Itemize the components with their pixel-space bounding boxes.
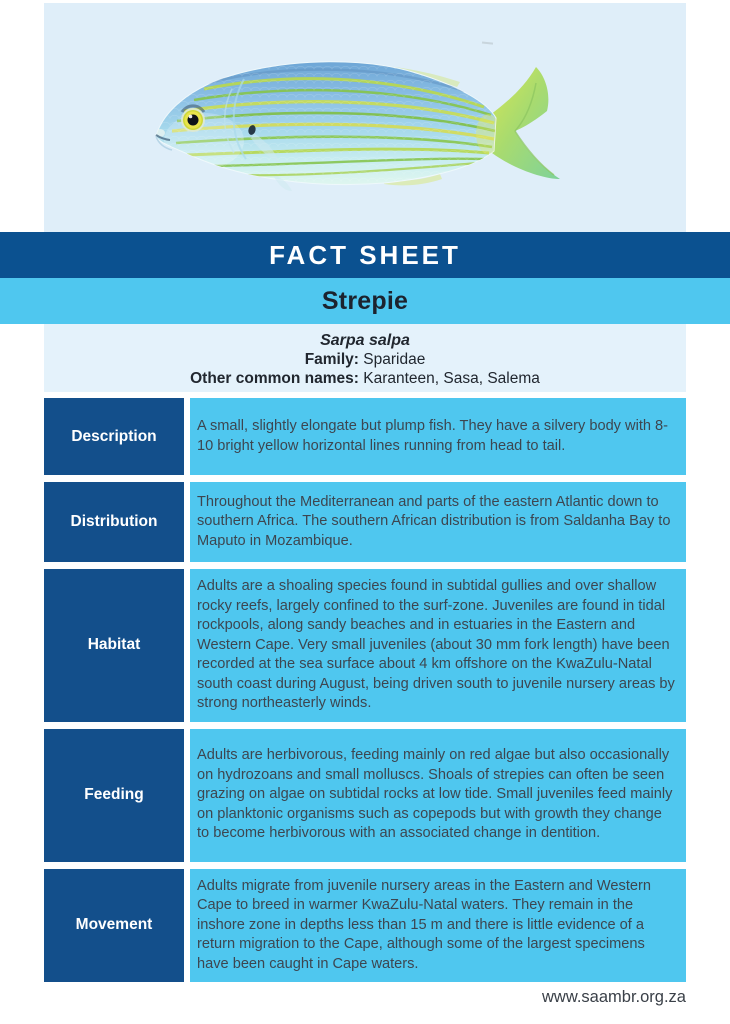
family-value: Sparidae — [363, 351, 426, 368]
family-line — [44, 350, 686, 369]
row-label: Habitat — [44, 569, 184, 722]
fish-eye — [181, 106, 205, 132]
row-label: Distribution — [44, 482, 184, 562]
species-common-name: Strepie — [321, 286, 409, 315]
photo-artifact-dash — [482, 41, 493, 44]
fact-sheet-title: FACT SHEET — [269, 239, 461, 270]
taxonomy-panel — [44, 324, 686, 392]
fact-sheet-banner — [0, 232, 730, 278]
row-content — [190, 398, 686, 475]
row-text: Adults are herbivorous, feeding mainly on red algae but also occasionally on hydrozoans and small molluscs. Shoals of strepies can often be seen grazing on algae on subtidal rocks at low tide. Small juveniles feed mainly on planktonic organisms such as copepods but with growth they change to become herbivorous with an associated change in dentition. — [197, 747, 673, 842]
species-name-band — [0, 278, 730, 324]
scientific-name: Sarpa salpa — [320, 332, 410, 349]
fact-table — [44, 398, 686, 982]
row-label: Description — [44, 398, 184, 475]
row-text: Adults migrate from juvenile nursery areas in the Eastern and Western Cape to breed in warmer KwaZulu-Natal waters. They remain in the inshore zone in depths less than 15 m and there is little evidence of a return migration to the Cape, although some of the largest specimens have been caught in Cape waters. — [197, 877, 651, 972]
fish-photo — [44, 3, 686, 232]
fact-row-habitat — [44, 569, 686, 722]
fact-row-description — [44, 398, 686, 475]
fact-row-feeding — [44, 729, 686, 862]
fact-row-distribution — [44, 482, 686, 562]
row-text: A small, slightly elongate but plump fish. They have a silvery body with 8-10 bright yellow horizontal lines running from head to tail. — [197, 418, 669, 454]
website-link[interactable]: www.saambr.org.za — [542, 988, 686, 1006]
row-content — [190, 569, 686, 722]
row-content — [190, 482, 686, 562]
fact-row-movement — [44, 869, 686, 983]
footer — [44, 988, 686, 1007]
fish-photo-panel — [44, 3, 686, 232]
other-names-label: Other common names: — [190, 370, 359, 387]
row-label: Movement — [44, 869, 184, 983]
row-content — [190, 729, 686, 862]
row-label: Feeding — [44, 729, 184, 862]
other-names-line — [44, 369, 686, 388]
row-text: Adults are a shoaling species found in subtidal gullies and over shallow rocky reefs, largely confined to the surf-zone. Juveniles are found in tidal rockpools, along sandy beaches and in estuaries in the Eastern and Western Cape. Very small juveniles (about 30 mm fork length) have been recorded at the sea surface about 4 km offshore on the KwaZulu-Natal south coast during August, being driven south to juvenile nursery areas by strong northeasterly winds. — [197, 578, 675, 711]
other-names-value: Karanteen, Sasa, Salema — [363, 370, 540, 387]
row-text: Throughout the Mediterranean and parts of the eastern Atlantic down to southern Africa. The southern African distribution is from Saldanha Bay to Maputo in Mozambique. — [197, 493, 671, 549]
family-label: Family: — [304, 351, 359, 368]
row-content — [190, 869, 686, 983]
fish-tail — [488, 67, 560, 179]
